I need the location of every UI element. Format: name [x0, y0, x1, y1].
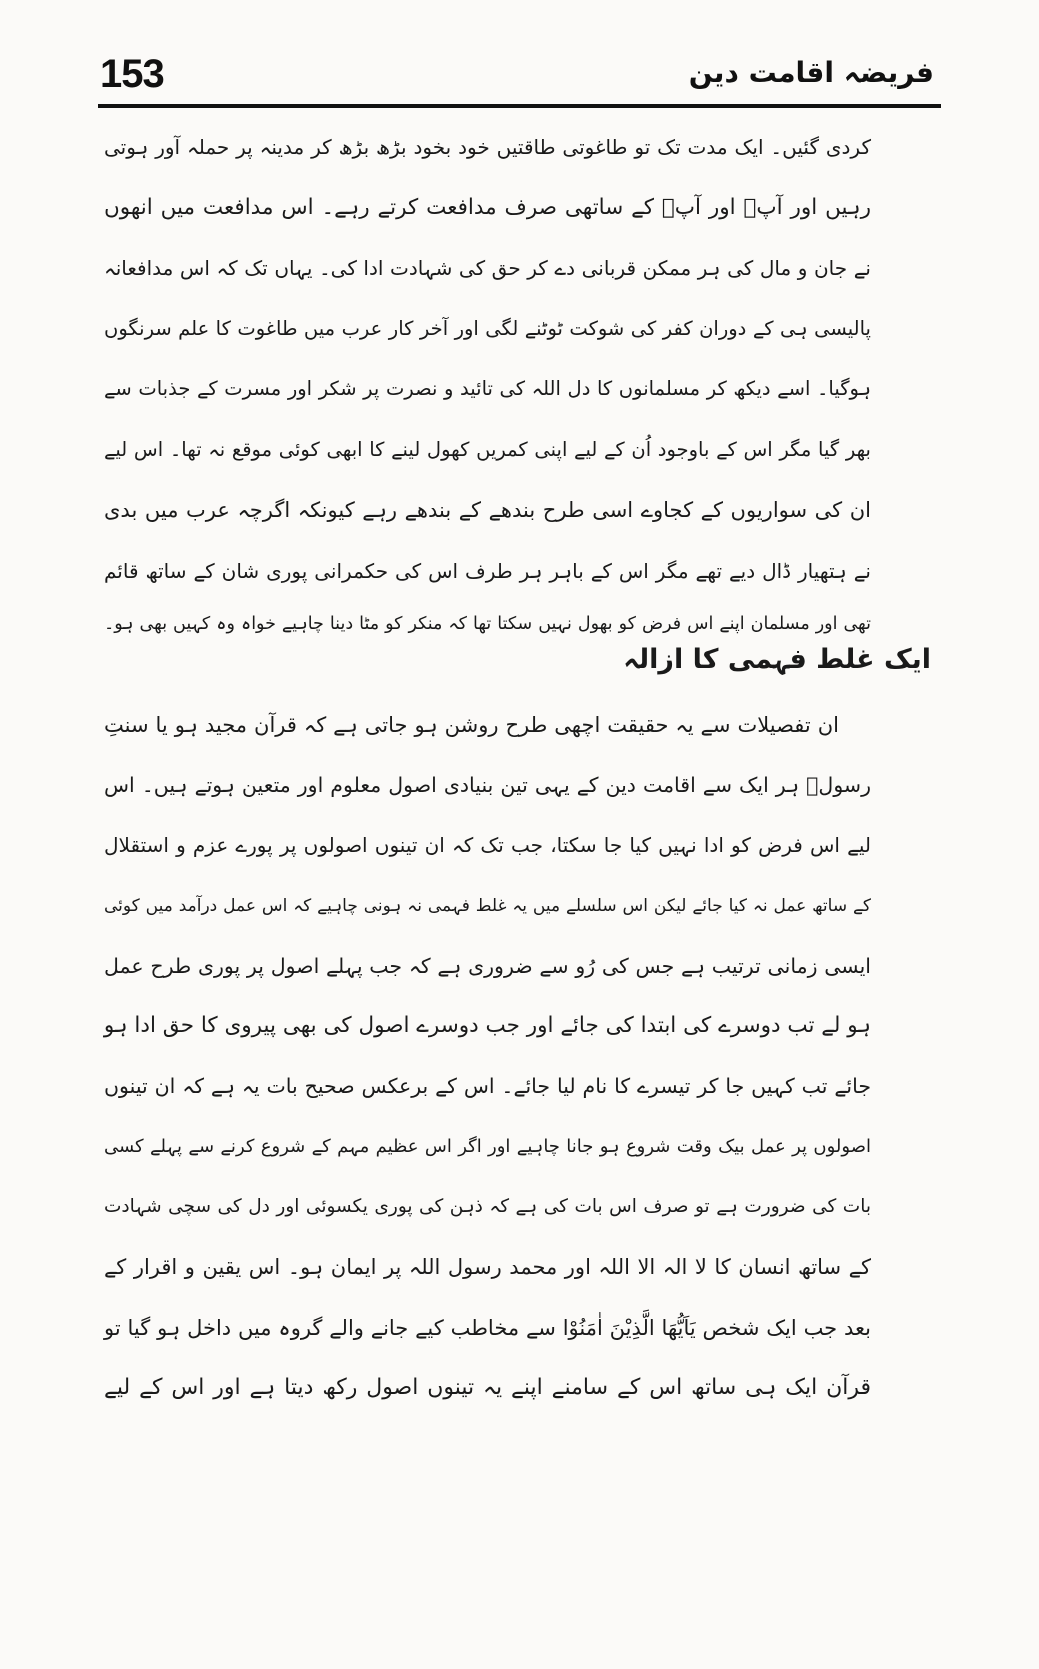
text-line: نے ہتھیار ڈال دیے تھے مگر اس کے باہر ہر طرف اس کی حکمرانی پوری شان کے ساتھ قائم — [104, 559, 871, 583]
text-line: ان کی سواریوں کے کجاوے اسی طرح بندھے کے بندھے رہے کیونکہ اگرچہ عرب میں بدی — [104, 498, 871, 522]
text-line: لیے اس فرض کو ادا نہیں کیا جا سکتا، جب تک کہ ان تینوں اصولوں پر پورے عزم و استقلال — [104, 833, 871, 857]
text-line: رہیں اور آپؐ اور آپؐ کے ساتھی صرف مدافعت کرتے رہے۔ اس مدافعت میں انھوں — [104, 195, 871, 220]
text-line: رسولؐ ہر ایک سے اقامت دین کے یہی تین بنیادی اصول معلوم اور متعین ہوتے ہیں۔ اس — [104, 773, 871, 797]
text-line: کے ساتھ عمل نہ کیا جائے لیکن اس سلسلے میں یہ غلط فہمی نہ ہونی چاہیے کہ اس عمل درآمد میں کوئی — [104, 896, 871, 916]
text-line: ہو لے تب دوسرے کی ابتدا کی جائے اور جب دوسرے اصول کی بھی پیروی کا حق ادا ہو — [103, 1013, 871, 1038]
text-line: پالیسی ہی کے دوران کفر کی شوکت ٹوٹنے لگی اور آخر کار عرب میں طاغوت کا علم سرنگوں — [104, 317, 871, 340]
text-line: ایسی زمانی ترتیب ہے جس کی رُو سے ضروری ہے کہ جب پہلے اصول پر پوری طرح عمل — [104, 954, 871, 978]
text-line: کے ساتھ انسان کا لا الہ الا اللہ اور محمد رسول اللہ پر ایمان ہو۔ اس یقین و اقرار کے — [104, 1255, 871, 1279]
text-line: ہوگیا۔ اسے دیکھ کر مسلمانوں کا دل اللہ کی تائید و نصرت پر شکر اور مسرت کے جذبات سے — [104, 377, 871, 400]
text-line: نے جان و مال کی ہر ممکن قربانی دے کر حق کی شہادت ادا کی۔ یہاں تک کہ اس مدافعانہ — [104, 256, 871, 280]
text-line: بھر گیا مگر اس کے باوجود اُن کے لیے اپنی کمریں کھول لینے کا ابھی کوئی موقع نہ تھا۔ اس لیے — [104, 438, 871, 461]
text-line: بات کی ضرورت ہے تو صرف اس بات کی ہے کہ ذہن کی پوری یکسوئی اور دل کی سچی شہادت — [104, 1196, 871, 1217]
text-line: بعد جب ایک شخص یَاَیُّھَا الَّذِیْنَ اٰمَنُوْا سے مخاطب کیے جانے والے گروہ میں داخل ہو گیا تو — [104, 1316, 871, 1340]
text-line: تھی اور مسلمان اپنے اس فرض کو بھول نہیں سکتا تھا کہ منکر کو مٹا دینا چاہیے خواہ وہ کہیں بھی ہو۔ — [104, 614, 871, 634]
page-number: 153 — [100, 52, 164, 96]
header-rule — [98, 104, 941, 108]
section-heading: ایک غلط فہمی کا ازالہ — [623, 644, 931, 675]
text-line: جائے تب کہیں جا کر تیسرے کا نام لیا جائے۔ اس کے برعکس صحیح بات یہ ہے کہ ان تینوں — [104, 1074, 871, 1098]
text-line: ان تفصیلات سے یہ حقیقت اچھی طرح روشن ہو جاتی ہے کہ قرآن مجید ہو یا سنتِ — [104, 713, 839, 737]
text-line: قرآن ایک ہی ساتھ اس کے سامنے اپنے یہ تینوں اصول رکھ دیتا ہے اور اس کے لیے — [104, 1375, 871, 1400]
text-line: کردی گئیں۔ ایک مدت تک تو طاغوتی طاقتیں خود بخود بڑھ بڑھ کر مدینہ پر حملہ آور ہوتی — [104, 135, 871, 159]
running-title: فریضہ اقامت دین — [688, 56, 934, 89]
text-line: اصولوں پر عمل بیک وقت شروع ہو جانا چاہیے اور اگر اس عظیم مہم کے شروع کرنے سے پہلے کسی — [104, 1136, 871, 1157]
